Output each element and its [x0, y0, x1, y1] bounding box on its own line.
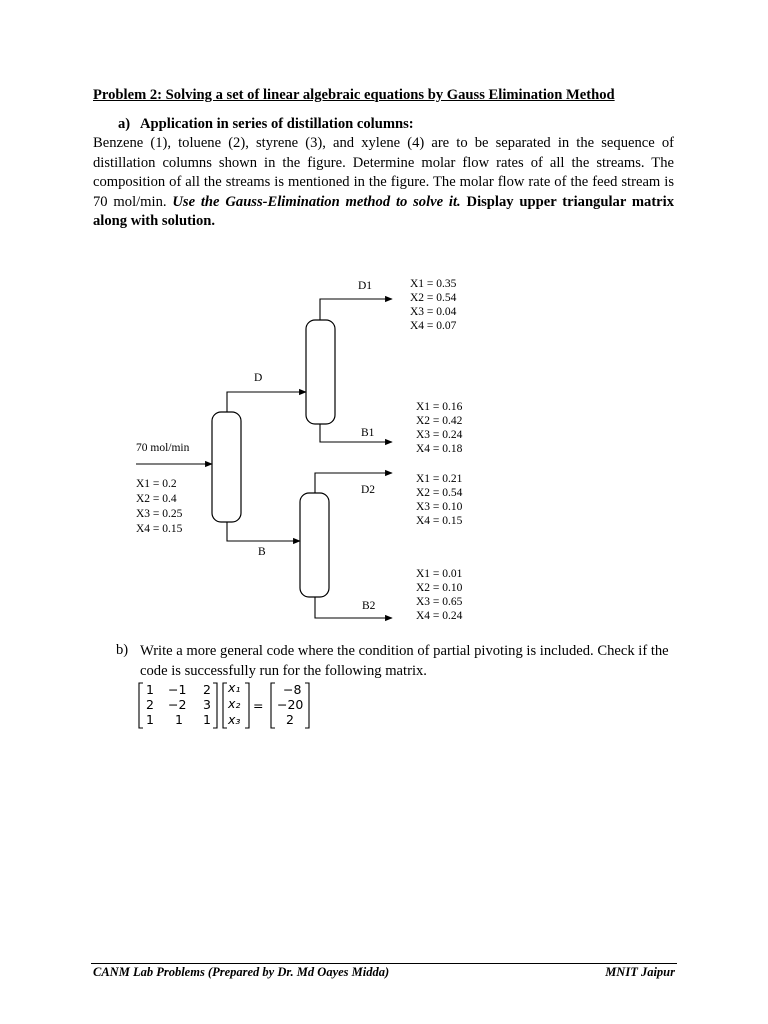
vector-b-cell: −20 — [277, 697, 304, 712]
feed-comp-2: X2 = 0.4 — [136, 493, 177, 505]
matrix-a-cell: 1 — [175, 712, 183, 727]
matrix-a-cell: 1 — [146, 682, 154, 697]
section-b-marker: b) — [116, 642, 129, 658]
D1-comp-1: X1 = 0.35 — [410, 278, 457, 290]
matrix-a-cell: −1 — [168, 682, 187, 697]
vector-b-right-bracket — [305, 683, 309, 728]
B2-comp-4: X4 = 0.24 — [416, 610, 463, 622]
feed-comp-1: X1 = 0.2 — [136, 478, 177, 490]
B1-comp-2: X2 = 0.42 — [416, 415, 463, 427]
footer-left-text: CANM Lab Problems (Prepared by Dr. Md Oayes Midda) — [93, 965, 390, 979]
B2-comp-1: X1 = 0.01 — [416, 568, 463, 580]
vector-x-cell: x₃ — [228, 712, 241, 727]
matrix-a-left-bracket — [139, 683, 143, 728]
D1-comp-3: X3 = 0.04 — [410, 306, 457, 318]
section-a-marker: a) — [118, 116, 131, 132]
stream-B-label: B — [258, 546, 266, 558]
footer-right-text: MNIT Jaipur — [605, 965, 675, 979]
vector-b-left-bracket — [271, 683, 275, 728]
B2-comp-2: X2 = 0.10 — [416, 582, 463, 594]
vector-x-left-bracket — [223, 683, 227, 728]
D2-comp-2: X2 = 0.54 — [416, 487, 463, 499]
feed-comp-3: X3 = 0.25 — [136, 508, 183, 520]
matrix-a-cell: 2 — [203, 682, 211, 697]
B1-comp-1: X1 = 0.16 — [416, 401, 463, 413]
D1-comp-4: X4 = 0.07 — [410, 320, 457, 332]
section-a-title: Application in series of distillation columns: — [140, 116, 414, 132]
problem-title: Problem 2: Solving a set of linear algebraic equations by Gauss Elimination Method — [93, 87, 615, 103]
footer-divider — [91, 963, 677, 964]
D2-comp-4: X4 = 0.15 — [416, 515, 463, 527]
matrix-a-cell: 1 — [146, 712, 154, 727]
matrix-a-cell: 1 — [203, 712, 211, 727]
matrix-a-right-bracket — [213, 683, 217, 728]
description-text: Benzene (1), toluene (2), styrene (3), and xylene (4) are to be separated in the sequence of distillation columns shown in the figure. Determine molar flow rates of all the streams. The composition of all the streams is mentioned in the figure. The molar flow rate of the feed stream is 70 mol/min. — [93, 135, 674, 210]
description-bold: Display upper triangular matrix along with solution. — [93, 193, 675, 230]
vector-b-cell: 2 — [286, 712, 294, 727]
B1-comp-3: X3 = 0.24 — [416, 429, 463, 441]
B1-comp-4: X4 = 0.18 — [416, 443, 463, 455]
stream-B1-label: B1 — [361, 427, 375, 439]
section-b-text: Write a more general code where the condition of partial pivoting is included. Check if the code is successfully run for the following matrix. — [140, 643, 669, 679]
stream-B2-label: B2 — [362, 600, 376, 612]
vector-x-right-bracket — [245, 683, 249, 728]
feed-comp-4: X4 = 0.15 — [136, 523, 183, 535]
stream-D1-label: D1 — [358, 280, 373, 292]
matrix-a-cell: 3 — [203, 697, 211, 712]
vector-x-cell: x₁ — [228, 680, 241, 695]
stream-D2-label: D2 — [361, 484, 376, 496]
D2-comp-1: X1 = 0.21 — [416, 473, 463, 485]
matrix-a-cell: −2 — [168, 697, 187, 712]
description-emphasis: Use the Gauss-Elimination method to solve it. — [172, 193, 461, 210]
feed-flow-label: 70 mol/min — [136, 442, 190, 454]
D1-comp-2: X2 = 0.54 — [410, 292, 457, 304]
vector-x-cell: x₂ — [228, 696, 241, 711]
D2-comp-3: X3 = 0.10 — [416, 501, 463, 513]
stream-D-label: D — [254, 372, 263, 384]
equals-sign: = — [253, 698, 264, 713]
matrix-a-cell: 2 — [146, 697, 154, 712]
B2-comp-3: X3 = 0.65 — [416, 596, 463, 608]
vector-b-cell: −8 — [283, 682, 302, 697]
